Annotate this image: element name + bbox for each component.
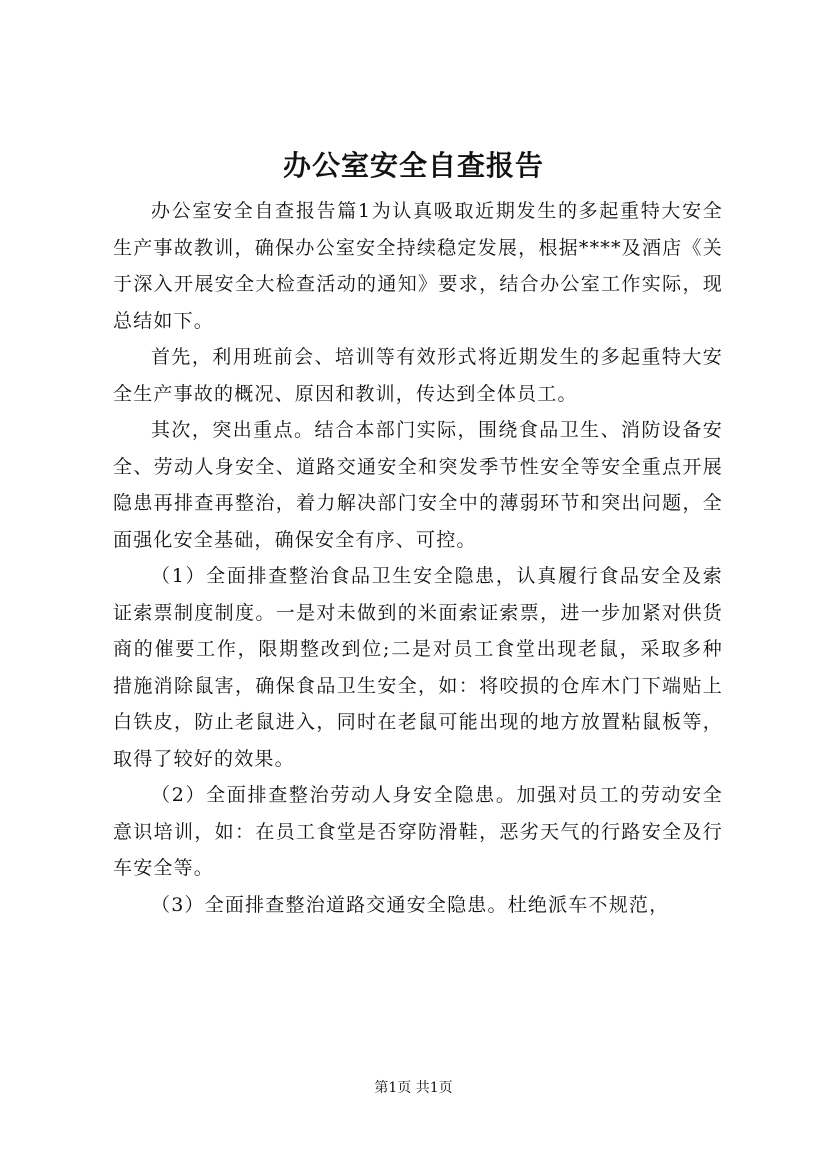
paragraph-item-1: （1）全面排查整治食品卫生安全隐患，认真履行食品安全及索证索票制度制度。一是对未做到的米面索证索票，进一步加紧对供货商的催要工作，限期整改到位;二是对员工食堂出现老鼠，采取多种措施消除鼠害，确保食品卫生安全，如：将咬损的仓库木门下端贴上白铁皮，防止老鼠进入，同时在老鼠可能出现的地方放置粘鼠板等，取得了较好的效果。 — [113, 565, 723, 770]
paragraph-intro: 办公室安全自查报告篇1为认真吸取近期发生的多起重特大安全生产事故教训，确保办公室安全持续稳定发展，根据****及酒店《关于深入开展安全大检查活动的通知》要求，结合办公室工作实际，现总结如下。 — [113, 200, 723, 332]
paragraph-second: 其次，突出重点。结合本部门实际，围绕食品卫生、消防设备安全、劳动人身安全、道路交通安全和突发季节性安全等安全重点开展隐患再排查再整治，着力解决部门安全中的薄弱环节和突出问题，全面强化安全基础，确保安全有序、可控。 — [113, 419, 723, 551]
paragraph-item-3: （3）全面排查整治道路交通安全隐患。杜绝派车不规范， — [151, 893, 670, 916]
document-title: 办公室安全自查报告 — [282, 149, 544, 182]
paragraph-item-2: （2）全面排查整治劳动人身安全隐患。加强对员工的劳动安全意识培训，如：在员工食堂是否穿防滑鞋，恶劣天气的行路安全及行车安全等。 — [113, 784, 723, 879]
paragraph-first: 首先，利用班前会、培训等有效形式将近期发生的多起重特大安全生产事故的概况、原因和教训，传达到全体员工。 — [113, 346, 723, 405]
document-body — [113, 193, 723, 923]
page-number-footer: 第1页 共1页 — [374, 1080, 453, 1096]
